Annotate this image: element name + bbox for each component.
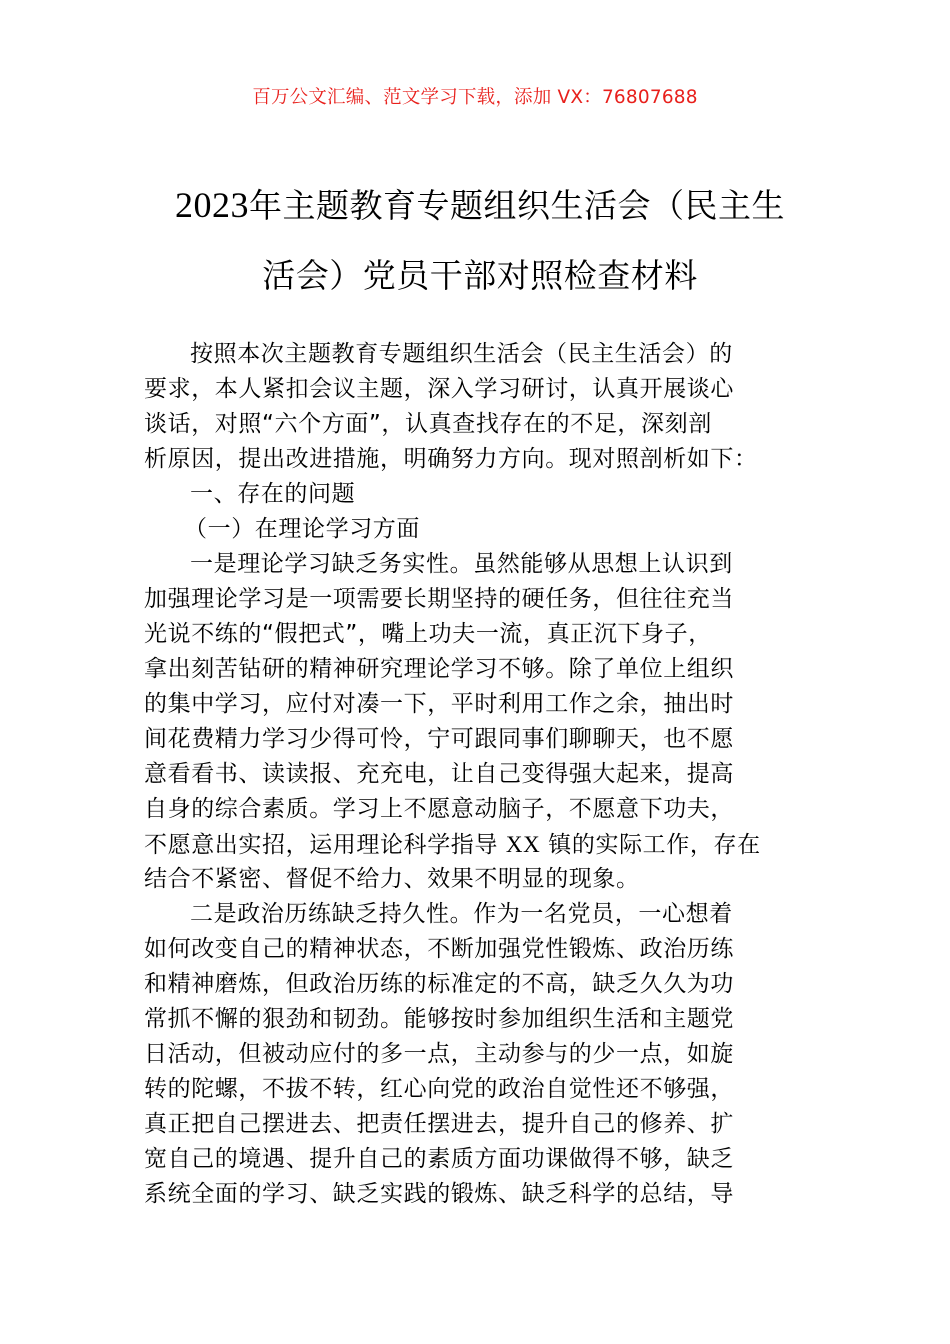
body-line: 日活动，但被动应付的多一点，主动参与的少一点，如旋 (144, 1041, 734, 1067)
body-line: 常抓不懈的狠劲和韧劲。能够按时参加组织生活和主题党 (144, 1006, 734, 1032)
title-line-2: 活会）党员干部对照检查材料 (262, 256, 698, 295)
body-line: 拿出刻苦钻研的精神研究理论学习不够。除了单位上组织 (144, 656, 734, 682)
body-line: 如何改变自己的精神状态，不断加强党性锻炼、政治历练 (144, 936, 734, 962)
section-heading: 一、存在的问题 (190, 481, 356, 507)
body-line: 光说不练的“假把式”，嘴上功夫一流，真正沉下身子， (144, 621, 712, 647)
paragraph-intro: 按照本次主题教育专题组织生活会（民主生活会）的 (190, 341, 733, 367)
body-line: 的集中学习，应付对凑一下，平时利用工作之余，抽出时 (144, 691, 734, 717)
body-line: 谈话，对照“六个方面”，认真查找存在的不足，深刻剖 (144, 411, 712, 437)
paragraph-1-start: 一是理论学习缺乏务实性。虽然能够从思想上认识到 (190, 551, 733, 577)
paragraph-2-start: 二是政治历练缺乏持久性。作为一名党员，一心想着 (190, 901, 733, 927)
body-line: 间花费精力学习少得可怜，宁可跟同事们聊聊天，也不愿 (144, 726, 734, 752)
document-title (140, 170, 820, 311)
body-line: 宽自己的境遇、提升自己的素质方面功课做得不够，缺乏 (144, 1146, 734, 1172)
body-line: 析原因，提出改进措施，明确努力方向。现对照剖析如下： (144, 446, 758, 472)
watermark-banner: 百万公文汇编、范文学习下载，添加 VX：76807688 (252, 87, 698, 108)
body-line: 不愿意出实招，运用理论科学指导 XX 镇的实际工作，存在 (144, 832, 761, 858)
document-body (144, 337, 808, 1212)
title-line-1: 2023年主题教育专题组织生活会（民主生 (175, 185, 785, 225)
body-line: 系统全面的学习、缺乏实践的锻炼、缺乏科学的总结，导 (144, 1181, 734, 1207)
body-line: 转的陀螺，不拔不转，红心向党的政治自觉性还不够强， (144, 1076, 734, 1102)
body-line: 自身的综合素质。学习上不愿意动脑子，不愿意下功夫， (144, 796, 734, 822)
body-line: 和精神磨炼，但政治历练的标准定的不高，缺乏久久为功 (144, 971, 734, 997)
body-line: 意看看书、读读报、充充电，让自己变得强大起来，提高 (144, 761, 734, 787)
body-line: 真正把自己摆进去、把责任摆进去，提升自己的修养、扩 (144, 1111, 734, 1137)
body-line: 结合不紧密、督促不给力、效果不明显的现象。 (144, 866, 640, 892)
subsection-heading: （一）在理论学习方面 (184, 516, 420, 542)
body-line: 加强理论学习是一项需要长期坚持的硬任务，但往往充当 (144, 586, 734, 612)
body-line: 要求，本人紧扣会议主题，深入学习研讨，认真开展谈心 (144, 376, 734, 402)
